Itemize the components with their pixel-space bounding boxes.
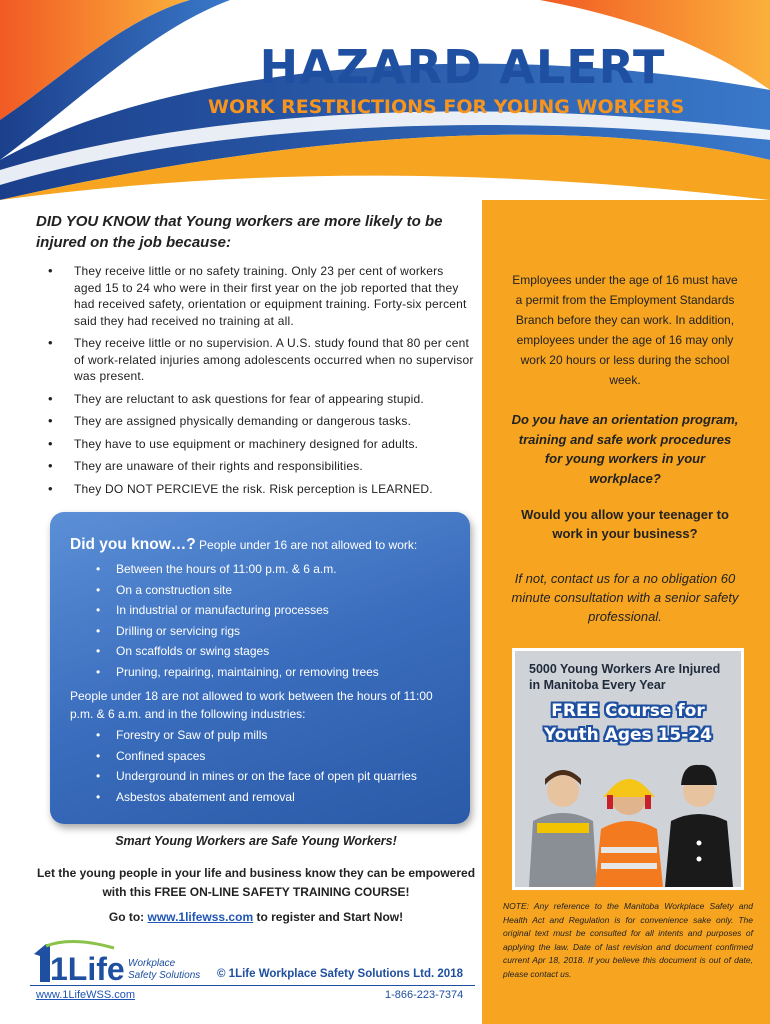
free-course-message: Let the young people in your life and business know they can be empowered with this FREE ON-LINE SAFETY TRAINING COURSE! [36,866,476,899]
list-item: • They have to use equipment or machinery designed for adults. [74,436,474,453]
list-item: • They are unaware of their rights and responsibilities. [74,458,474,475]
list-item: • Pruning, repairing, maintaining, or removing trees [116,662,379,683]
promo-headline: 5000 Young Workers Are Injured in Manitoba Every Year [529,662,721,692]
list-item: • Between the hours of 11:00 p.m. & 6 a.m. [116,559,379,580]
list-item: • Confined spaces [116,746,417,767]
list-item: • In industrial or manufacturing processes [116,600,379,621]
copyright-notice: © 1Life Workplace Safety Solutions Ltd. 2018 [217,968,463,980]
orientation-question: Do you have an orientation program, training and safe work procedures for young workers in your workplace? [511,412,739,486]
free-course-promo[interactable] [512,648,744,890]
consultation-offer: If not, contact us for a no obligation 60 minute consultation with a senior safety professional. [511,571,739,624]
svg-text:Safety Solutions: Safety Solutions [128,970,201,981]
footer-divider [30,985,475,986]
did-you-know-heading [70,536,417,554]
list-item: • They receive little or no safety training. Only 23 per cent of workers aged 15 to 24 who were in their first year on the job reported that they had received safety, orientation or equipment training. Forty-six percent said they had received no training at all. [74,263,474,329]
legal-note: NOTE: Any reference to the Manitoba Workplace Safety and Health Act and Regulation is for convenience sake only. The original text must be consulted for all intents and purposes of applying the law. Date of last revision and document confirmed current Apr 18, 2018. If you believe this document is out of date, please contact us. [503,901,753,979]
svg-text:1Life: 1Life [50,951,125,986]
smart-workers-slogan: Smart Young Workers are Safe Young Workers! [115,834,397,848]
list-item: • They receive little or no supervision. A U.S. study found that 80 per cent of work-related injuries among adolescents occurred when no supervisor was present. [74,335,474,385]
svg-text:Workplace: Workplace [128,958,176,969]
1life-logo [32,938,212,986]
promo-offer: FREE Course for Youth Ages 15-24 [544,701,712,745]
list-item: • Forestry or Saw of pulp mills [116,725,417,746]
list-item: • They are reluctant to ask questions for fear of appearing stupid. [74,391,474,408]
footer-website-link[interactable]: www.1LifeWSS.com [36,989,136,1001]
did-you-know-title: Did you know…? [70,536,196,553]
list-item: • On scaffolds or swing stages [116,641,379,662]
page-title: HAZARD ALERT [259,40,666,94]
under18-intro: People under 18 are not allowed to work between the hours of 11:00 p.m. & 6 a.m. and in the following industries: [70,689,433,721]
teenager-question: Would you allow your teenager to work in your business? [521,507,729,541]
list-item: • Asbestos abatement and removal [116,787,417,808]
did-you-know-box [50,512,470,824]
young-workers-illustration [515,751,741,887]
register-line: Go to: www.1lifewss.com to register and Start Now! [108,910,404,924]
list-item: • They are assigned physically demanding or dangerous tasks. [74,413,474,430]
intro-heading: DID YOU KNOW that Young workers are more likely to be injured on the job because: [36,213,443,251]
did-you-know-lead: People under 16 are not allowed to work: [195,538,418,552]
register-link[interactable]: www.1lifewss.com [147,910,254,924]
list-item: • Drilling or servicing rigs [116,621,379,642]
list-item: • They DO NOT PERCIEVE the risk. Risk perception is LEARNED. [74,481,474,498]
list-item: • Underground in mines or on the face of open pit quarries [116,766,417,787]
page-subtitle: WORK RESTRICTIONS FOR YOUNG WORKERS [208,96,685,118]
under16-list [76,559,379,683]
list-item: • On a construction site [116,580,379,601]
footer-phone: 1-866-223-7374 [385,989,464,1001]
permit-text: Employees under the age of 16 must have a permit from the Employment Standards Branch before they can work. In addition, employees under the age of 16 may only work 20 hours or less during the school week. [512,273,738,387]
under18-list [76,725,417,807]
facts-list [34,263,474,503]
